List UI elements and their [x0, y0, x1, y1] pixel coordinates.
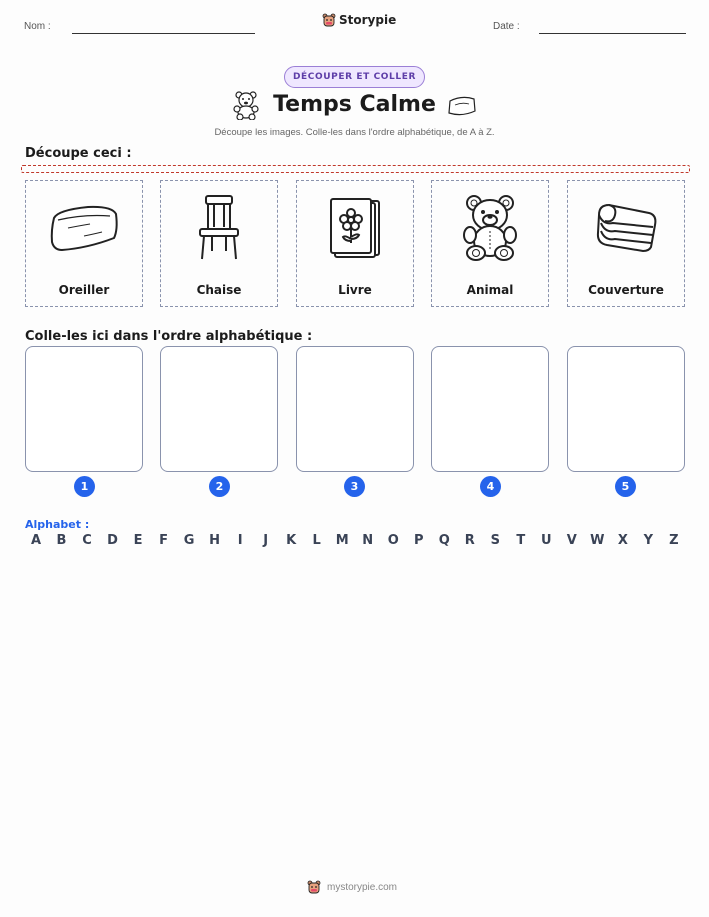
paste-slot-5[interactable]	[567, 346, 685, 472]
alphabet-letter: C	[82, 533, 92, 548]
cut-card-pillow[interactable]	[25, 180, 143, 307]
alphabet-letter: L	[312, 533, 321, 548]
activity-badge: DÉCOUPER ET COLLER	[284, 66, 425, 88]
cut-card-chair[interactable]	[160, 180, 278, 307]
alphabet-letter: T	[516, 533, 526, 548]
slot-number-badge: 4	[480, 476, 501, 497]
footer	[307, 880, 397, 894]
card-label: Livre	[338, 283, 372, 297]
paste-slot-4[interactable]	[431, 346, 549, 472]
alphabet-letter: A	[30, 533, 42, 548]
slot-number-badge: 3	[344, 476, 365, 497]
paste-slot-1[interactable]	[25, 346, 143, 472]
card-label: Couverture	[588, 283, 664, 297]
storypie-logo	[322, 13, 396, 27]
alphabet-letter: Z	[669, 533, 679, 548]
blanket-icon	[593, 201, 659, 255]
alphabet-letter: I	[237, 533, 243, 548]
pillow-icon	[48, 202, 120, 254]
alphabet-letter: F	[159, 533, 169, 548]
alphabet-letter: S	[490, 533, 500, 548]
name-line[interactable]	[72, 33, 255, 34]
alphabet-letter: P	[413, 533, 424, 548]
alphabet-letter: W	[590, 533, 605, 548]
alphabet-letter: U	[541, 533, 552, 548]
book-icon	[327, 197, 383, 259]
pillow-icon	[446, 95, 478, 117]
cut-heading: Découpe ceci :	[25, 146, 132, 161]
card-label: Chaise	[196, 283, 242, 297]
alphabet-letter: B	[56, 533, 67, 548]
page-title: Temps Calme	[273, 92, 436, 117]
alphabet-letter: G	[183, 533, 195, 548]
cut-line	[21, 165, 690, 173]
card-label: Animal	[466, 283, 514, 297]
alphabet-heading: Alphabet :	[25, 518, 90, 531]
teddy-bear-icon	[458, 193, 522, 263]
mascot-icon	[307, 880, 321, 894]
alphabet-letter: M	[335, 533, 349, 548]
alphabet-letter: V	[566, 533, 577, 548]
instructions: Découpe les images. Colle-les dans l'ordre alphabétique, de A à Z.	[214, 127, 495, 138]
alphabet-letter: Y	[643, 533, 654, 548]
date-line[interactable]	[539, 33, 686, 34]
alphabet-letter: J	[263, 533, 269, 548]
date-label: Date :	[493, 21, 520, 32]
name-label: Nom :	[24, 21, 51, 32]
mascot-icon	[322, 13, 336, 27]
chair-icon	[194, 193, 244, 263]
alphabet-letter: E	[133, 533, 143, 548]
alphabet-row	[28, 533, 682, 548]
slot-number-badge: 1	[74, 476, 95, 497]
cut-card-teddy[interactable]	[431, 180, 549, 307]
brand-name: Storypie	[339, 13, 397, 27]
slot-number-badge: 5	[615, 476, 636, 497]
alphabet-letter: N	[362, 533, 374, 548]
card-label: Oreiller	[58, 283, 110, 297]
paste-slot-2[interactable]	[160, 346, 278, 472]
alphabet-letter: D	[107, 533, 118, 548]
alphabet-letter: O	[387, 533, 399, 548]
cut-card-blanket[interactable]	[567, 180, 685, 307]
footer-url[interactable]: mystorypie.com	[327, 881, 398, 893]
alphabet-letter: K	[286, 533, 297, 548]
slot-number-badge: 2	[209, 476, 230, 497]
alphabet-letter: H	[209, 533, 221, 548]
paste-heading: Colle-les ici dans l'ordre alphabétique :	[25, 329, 313, 344]
alphabet-letter: Q	[438, 533, 450, 548]
alphabet-letter: R	[464, 533, 475, 548]
alphabet-letter: X	[617, 533, 628, 548]
paste-slot-3[interactable]	[296, 346, 414, 472]
cut-card-book[interactable]	[296, 180, 414, 307]
